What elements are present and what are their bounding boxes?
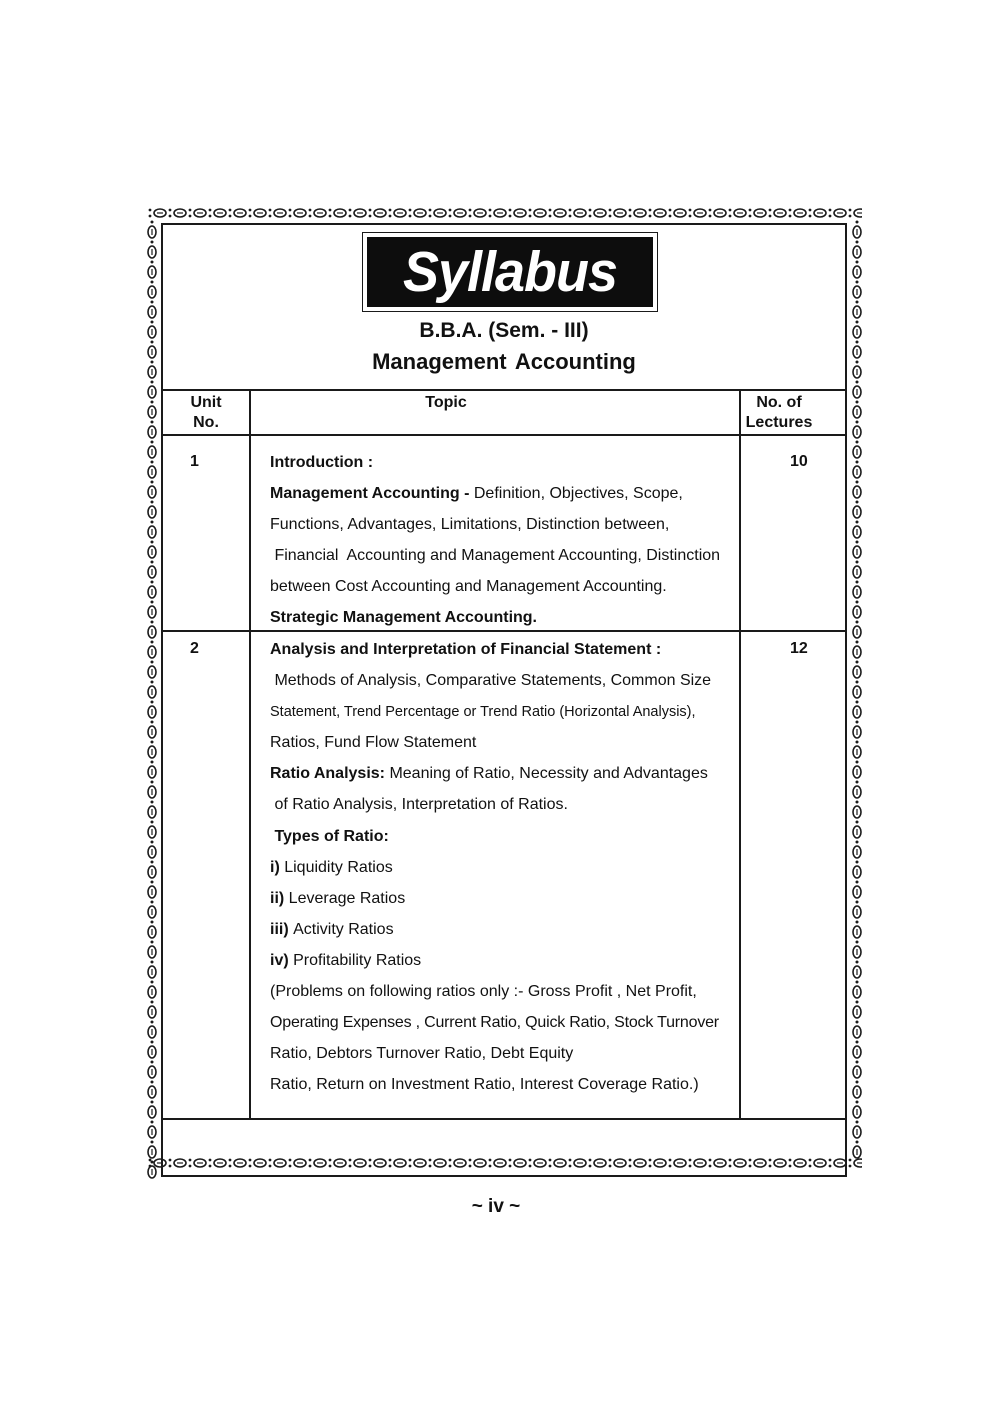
border-link bbox=[229, 209, 246, 218]
border-link bbox=[853, 301, 861, 318]
border-link bbox=[853, 381, 861, 398]
border-link bbox=[853, 721, 861, 738]
border-link bbox=[853, 881, 861, 898]
border-link bbox=[853, 761, 861, 778]
topic-line-bold: Ratio Analysis: bbox=[270, 765, 390, 783]
title-banner-fill bbox=[367, 237, 653, 307]
border-link bbox=[549, 209, 566, 218]
border-link bbox=[429, 209, 446, 218]
border-link bbox=[853, 741, 861, 758]
border-link bbox=[809, 209, 826, 218]
border-link bbox=[853, 241, 861, 258]
border-link bbox=[148, 801, 156, 818]
topic-line-bold: Introduction : bbox=[270, 454, 374, 471]
border-link bbox=[148, 661, 156, 678]
border-link bbox=[853, 461, 861, 478]
border-link bbox=[209, 209, 226, 218]
border-link bbox=[189, 209, 206, 218]
header-unit-no bbox=[163, 393, 249, 433]
border-link bbox=[589, 209, 606, 218]
topic-line-text: Methods of Analysis, Comparative Statements, Common Size bbox=[270, 672, 712, 690]
topic-line bbox=[270, 795, 750, 826]
border-link bbox=[853, 441, 861, 458]
border-link bbox=[749, 209, 766, 218]
border-link bbox=[148, 461, 156, 478]
topic-line bbox=[270, 702, 750, 733]
border-link bbox=[148, 1001, 156, 1018]
border-link bbox=[853, 321, 861, 338]
border-link bbox=[148, 541, 156, 558]
border-link bbox=[449, 209, 466, 218]
topic-line bbox=[270, 453, 750, 484]
topic-line-text: Profitability Ratios bbox=[293, 951, 422, 969]
border-link bbox=[148, 581, 156, 598]
border-link bbox=[853, 861, 861, 878]
border-link bbox=[148, 501, 156, 518]
topic-line-text: Ratio, Debtors Turnover Ratio, Debt Equity bbox=[270, 1045, 574, 1063]
border-link bbox=[853, 1041, 861, 1058]
border-link bbox=[148, 961, 156, 978]
header-lectures-line2: Lectures bbox=[745, 414, 813, 431]
border-link bbox=[148, 941, 156, 958]
border-link bbox=[148, 241, 156, 258]
topic-line-text: Meaning of Ratio, Necessity and Advantages bbox=[389, 765, 708, 783]
border-link bbox=[148, 381, 156, 398]
border-link bbox=[269, 209, 286, 218]
border-link bbox=[349, 209, 366, 218]
border-link bbox=[853, 661, 861, 678]
border-link bbox=[148, 1081, 156, 1098]
border-link bbox=[489, 209, 506, 218]
border-link bbox=[853, 681, 861, 698]
topic-line bbox=[270, 640, 750, 671]
border-link bbox=[148, 741, 156, 758]
border-link bbox=[148, 601, 156, 618]
topic-line-text: between Cost Accounting and Management Accounting. bbox=[270, 578, 667, 596]
border-link bbox=[309, 209, 326, 218]
header-topic: Topic bbox=[425, 394, 467, 411]
topic-line bbox=[270, 1075, 750, 1106]
border-link bbox=[853, 561, 861, 578]
border-link bbox=[853, 1141, 861, 1158]
border-link bbox=[853, 1021, 861, 1038]
border-link bbox=[529, 209, 546, 218]
border-link bbox=[148, 881, 156, 898]
border-link bbox=[853, 1121, 861, 1138]
border-link bbox=[853, 521, 861, 538]
border-link bbox=[148, 901, 156, 918]
header-unit-line2: No. bbox=[193, 414, 219, 431]
topic-line bbox=[270, 858, 750, 889]
border-link bbox=[853, 981, 861, 998]
decorative-border-top bbox=[146, 206, 862, 220]
border-link bbox=[148, 921, 156, 938]
border-link bbox=[148, 1161, 156, 1178]
border-link bbox=[629, 209, 646, 218]
border-link bbox=[148, 821, 156, 838]
border-link bbox=[148, 621, 156, 638]
border-link bbox=[148, 1141, 156, 1158]
topic-line bbox=[270, 577, 750, 608]
border-link bbox=[853, 481, 861, 498]
border-link bbox=[849, 209, 862, 218]
topic-line bbox=[270, 515, 750, 546]
topic-line-bold: Analysis and Interpretation of Financial Statement : bbox=[270, 641, 662, 658]
border-link bbox=[853, 701, 861, 718]
title-banner bbox=[362, 232, 658, 312]
column-divider-left bbox=[249, 389, 251, 1119]
topic-line bbox=[270, 982, 750, 1013]
border-link bbox=[148, 1101, 156, 1118]
subject-heading: Management Accounting bbox=[372, 349, 636, 374]
border-link bbox=[148, 781, 156, 798]
border-link bbox=[789, 209, 806, 218]
border-link bbox=[148, 1021, 156, 1038]
header-lectures bbox=[741, 393, 817, 433]
topic-line-text: of Ratio Analysis, Interpretation of Ratios. bbox=[270, 796, 568, 814]
border-link bbox=[148, 721, 156, 738]
topic-line-text: Functions, Advantages, Limitations, Distinction between, bbox=[270, 516, 670, 534]
border-link bbox=[149, 209, 166, 218]
topic-line-text: Definition, Objectives, Scope, bbox=[473, 485, 683, 503]
page-title: Syllabus bbox=[402, 240, 618, 304]
topic-line-bold: Types of Ratio: bbox=[270, 827, 389, 845]
border-link bbox=[148, 481, 156, 498]
topic-line-text: Liquidity Ratios bbox=[284, 858, 393, 876]
border-link bbox=[148, 561, 156, 578]
topic-line-text: Leverage Ratios bbox=[288, 889, 406, 907]
topic-line bbox=[270, 889, 750, 920]
lecture-count: 12 bbox=[790, 640, 808, 657]
border-link bbox=[853, 1001, 861, 1018]
header-bottom-rule bbox=[163, 434, 845, 436]
topic-line bbox=[270, 608, 750, 639]
topic-line-bold: iv) bbox=[270, 951, 294, 969]
border-link bbox=[148, 321, 156, 338]
unit-number: 1 bbox=[190, 453, 199, 470]
border-link bbox=[148, 701, 156, 718]
border-link bbox=[148, 421, 156, 438]
topic-line bbox=[270, 827, 750, 858]
border-link bbox=[853, 221, 861, 238]
border-link bbox=[853, 801, 861, 818]
border-link bbox=[853, 261, 861, 278]
border-link bbox=[689, 209, 706, 218]
border-link bbox=[829, 209, 846, 218]
topic-line-bold: Strategic Management Accounting. bbox=[270, 609, 537, 627]
topic-line-text: (Problems on following ratios only :- Gross Profit , Net Profit, bbox=[270, 983, 697, 1001]
border-link bbox=[329, 209, 346, 218]
border-link bbox=[649, 209, 666, 218]
border-link bbox=[609, 209, 626, 218]
topic-line bbox=[270, 1044, 750, 1075]
header-lectures-line1: No. of bbox=[756, 394, 802, 411]
border-link bbox=[853, 361, 861, 378]
topic-line bbox=[270, 764, 750, 795]
border-link bbox=[389, 209, 406, 218]
border-link bbox=[853, 841, 861, 858]
page-number: ~ iv ~ bbox=[471, 1196, 521, 1217]
lecture-count: 10 bbox=[790, 453, 808, 470]
border-link bbox=[853, 401, 861, 418]
border-link bbox=[148, 281, 156, 298]
border-link bbox=[148, 681, 156, 698]
topic-line bbox=[270, 484, 750, 515]
border-link bbox=[148, 981, 156, 998]
border-link bbox=[469, 209, 486, 218]
topic-line-text: Statement, Trend Percentage or Trend Ratio (Horizontal Analysis), bbox=[270, 704, 696, 721]
border-link bbox=[853, 781, 861, 798]
border-link bbox=[853, 961, 861, 978]
table-top-rule bbox=[163, 389, 845, 391]
course-heading: B.B.A. (Sem. - III) bbox=[419, 319, 589, 342]
border-link bbox=[148, 401, 156, 418]
border-link bbox=[569, 209, 586, 218]
topic-line-bold: iii) bbox=[270, 920, 294, 938]
border-link bbox=[853, 421, 861, 438]
border-link bbox=[169, 209, 186, 218]
topic-line bbox=[270, 920, 750, 951]
decorative-border-left bbox=[145, 218, 159, 1180]
border-link bbox=[148, 641, 156, 658]
border-link bbox=[249, 209, 266, 218]
topic-line-text: Financial Accounting and Management Accounting, Distinction bbox=[270, 547, 721, 565]
header-unit-line1: Unit bbox=[190, 394, 222, 411]
border-link bbox=[853, 641, 861, 658]
border-link bbox=[853, 581, 861, 598]
topic-line-text: Ratio, Return on Investment Ratio, Interest Coverage Ratio.) bbox=[270, 1076, 699, 1094]
border-link bbox=[853, 1061, 861, 1078]
border-link bbox=[148, 441, 156, 458]
topic-line-bold: i) bbox=[270, 858, 285, 876]
topic-line-bold: ii) bbox=[270, 889, 289, 907]
topic-line bbox=[270, 671, 750, 702]
border-link bbox=[148, 1041, 156, 1058]
topic-line bbox=[270, 546, 750, 577]
topic-line-bold: Management Accounting - bbox=[270, 485, 474, 503]
border-link bbox=[853, 921, 861, 938]
border-link bbox=[289, 209, 306, 218]
topic-line bbox=[270, 951, 750, 982]
border-link bbox=[669, 209, 686, 218]
border-link bbox=[853, 821, 861, 838]
border-link bbox=[148, 521, 156, 538]
border-link bbox=[853, 341, 861, 358]
border-link bbox=[148, 861, 156, 878]
decorative-border-right bbox=[850, 218, 864, 1164]
unit-number: 2 bbox=[190, 640, 199, 657]
border-link bbox=[853, 281, 861, 298]
border-link bbox=[148, 841, 156, 858]
border-link bbox=[148, 341, 156, 358]
border-link bbox=[853, 901, 861, 918]
unit-1-topics bbox=[270, 453, 750, 640]
border-link bbox=[148, 221, 156, 238]
topic-line-text: Activity Ratios bbox=[293, 920, 394, 938]
border-link bbox=[769, 209, 786, 218]
border-link bbox=[409, 209, 426, 218]
border-link bbox=[853, 501, 861, 518]
border-link bbox=[148, 1121, 156, 1138]
topic-line bbox=[270, 1013, 750, 1044]
topic-line-text: Operating Expenses , Current Ratio, Quick Ratio, Stock Turnover bbox=[270, 1014, 719, 1032]
syllabus-frame bbox=[161, 223, 847, 1177]
border-link bbox=[729, 209, 746, 218]
topic-line-text: Ratios, Fund Flow Statement bbox=[270, 734, 477, 752]
border-link bbox=[853, 541, 861, 558]
border-link bbox=[148, 761, 156, 778]
border-link bbox=[369, 209, 386, 218]
border-link bbox=[509, 209, 526, 218]
table-bottom-rule bbox=[163, 1118, 845, 1120]
unit-2-topics bbox=[270, 640, 750, 1106]
border-link bbox=[148, 261, 156, 278]
topic-line bbox=[270, 733, 750, 764]
border-link bbox=[853, 941, 861, 958]
border-link bbox=[148, 1061, 156, 1078]
border-link bbox=[853, 1081, 861, 1098]
border-link bbox=[853, 601, 861, 618]
border-link bbox=[853, 621, 861, 638]
border-link bbox=[148, 361, 156, 378]
border-link bbox=[709, 209, 726, 218]
border-link bbox=[853, 1101, 861, 1118]
border-link bbox=[148, 301, 156, 318]
